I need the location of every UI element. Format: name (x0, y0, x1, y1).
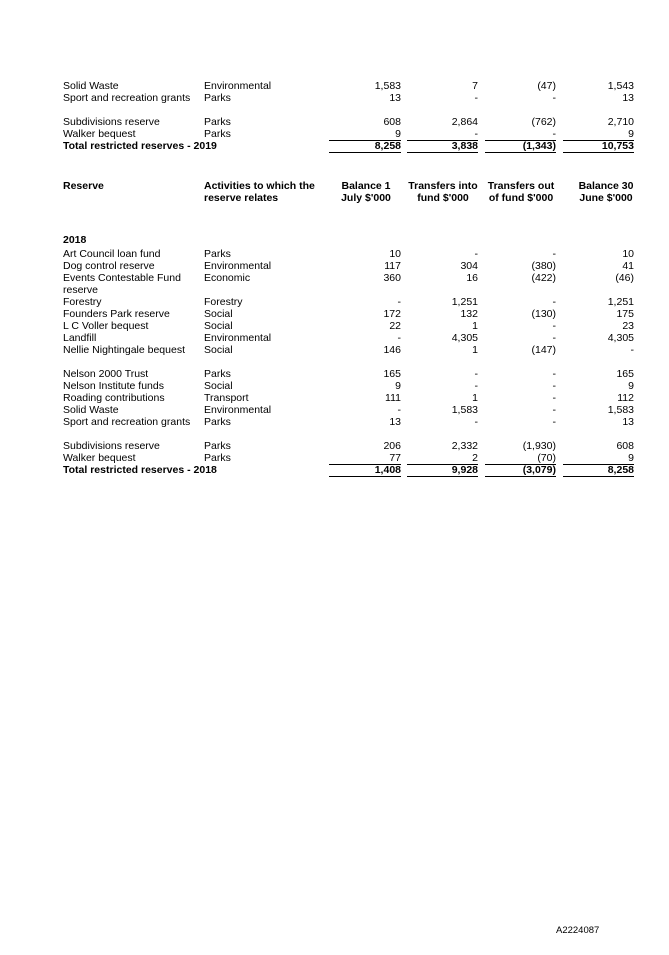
balance-1-july-cell: - (397, 332, 401, 344)
balance-30-june-cell: 1,251 (607, 296, 634, 308)
transfers-in-cell: 7 (472, 80, 478, 92)
table-row (63, 452, 634, 464)
balance-30-june-cell: 13 (622, 416, 634, 428)
reserve-name-cell: Nelson 2000 Trust (63, 368, 149, 380)
activity-cell: Transport (204, 392, 249, 404)
activity-cell: Environmental (204, 332, 272, 344)
reserve-name-cell: Art Council loan fund (63, 248, 161, 260)
reserves-2019-rows (63, 80, 634, 140)
total-rule-top (563, 140, 634, 141)
transfers-out-cell: - (552, 380, 556, 392)
total-balance-1-july: 1,408 (374, 464, 401, 476)
table-row (63, 272, 634, 296)
reserve-name-cell: Solid Waste (63, 80, 119, 92)
transfers-in-cell: 2,864 (451, 116, 478, 128)
transfers-out-cell: - (552, 128, 556, 140)
transfers-out-cell: - (552, 248, 556, 260)
transfers-out-cell: (1,930) (522, 440, 556, 452)
total-rule-top (485, 140, 556, 141)
total-rule-top (407, 140, 478, 141)
balance-1-july-cell: 360 (383, 272, 401, 284)
table-row (63, 440, 634, 452)
transfers-in-cell: 1 (472, 320, 478, 332)
total-row-2018 (63, 464, 634, 478)
transfers-in-cell: 4,305 (451, 332, 478, 344)
transfers-out-cell: - (552, 320, 556, 332)
total-rule-top (485, 464, 556, 465)
reserve-name-cell: Dog control reserve (63, 260, 155, 272)
balance-1-july-cell: 13 (389, 416, 401, 428)
balance-30-june-cell: 112 (617, 392, 634, 404)
table-row (63, 332, 634, 344)
header-transfers-out: Transfers out of fund $'000 (487, 180, 555, 204)
balance-1-july-cell: 22 (389, 320, 401, 332)
balance-1-july-cell: 9 (395, 128, 401, 140)
transfers-out-cell: - (552, 296, 556, 308)
transfers-out-cell: - (552, 332, 556, 344)
balance-30-june-cell: 608 (616, 440, 634, 452)
reserve-name-cell: L C Voller bequest (63, 320, 149, 332)
reserves-2018-table (63, 180, 634, 478)
transfers-in-cell: 1,251 (451, 296, 478, 308)
activity-cell: Environmental (204, 260, 272, 272)
balance-30-june-cell: - (630, 344, 634, 356)
total-rule-bottom (485, 152, 556, 153)
balance-1-july-cell: - (397, 296, 401, 308)
balance-30-june-cell: 1,583 (607, 404, 634, 416)
balance-1-july-cell: 165 (383, 368, 401, 380)
reserve-name-cell: Subdivisions reserve (63, 116, 160, 128)
balance-1-july-cell: 10 (389, 248, 401, 260)
transfers-out-cell: (130) (531, 308, 556, 320)
table-row (63, 92, 634, 116)
balance-1-july-cell: 9 (395, 380, 401, 392)
balance-1-july-cell: 111 (385, 392, 401, 404)
table-row (63, 404, 634, 416)
reserves-2018-rows (63, 248, 634, 464)
balance-30-june-cell: 4,305 (607, 332, 634, 344)
reserve-name-cell: Roading contributions (63, 392, 165, 404)
table-row (63, 368, 634, 380)
activity-cell: Parks (204, 116, 231, 128)
balance-1-july-cell: 77 (389, 452, 401, 464)
activity-cell: Social (204, 344, 233, 356)
transfers-out-cell: - (552, 416, 556, 428)
table-row (63, 392, 634, 404)
activity-cell: Parks (204, 440, 231, 452)
reserve-name-cell: Subdivisions reserve (63, 440, 160, 452)
activity-cell: Economic (204, 272, 251, 284)
transfers-out-cell: - (552, 368, 556, 380)
total-transfers-in: 9,928 (451, 464, 478, 476)
table-row (63, 260, 634, 272)
transfers-in-cell: 2,332 (451, 440, 478, 452)
balance-1-july-cell: 117 (384, 260, 401, 272)
balance-30-june-cell: 23 (622, 320, 634, 332)
total-rule-top (563, 464, 634, 465)
transfers-in-cell: 2 (472, 452, 478, 464)
transfers-out-cell: - (552, 392, 556, 404)
transfers-in-cell: 132 (460, 308, 478, 320)
balance-1-july-cell: 146 (383, 344, 401, 356)
table-row (63, 128, 634, 140)
total-balance-30-june: 10,753 (601, 140, 634, 152)
reserve-name-cell: Founders Park reserve (63, 308, 170, 320)
balance-30-june-cell: 175 (616, 308, 634, 320)
total-transfers-in: 3,838 (451, 140, 478, 152)
table-row (63, 344, 634, 368)
reserve-name-cell: Landfill (63, 332, 97, 344)
transfers-in-cell: 16 (466, 272, 478, 284)
balance-30-june-cell: 9 (628, 452, 634, 464)
year-heading (63, 234, 634, 248)
activity-cell: Forestry (204, 296, 243, 308)
activity-cell: Parks (204, 128, 231, 140)
activity-cell: Parks (204, 368, 231, 380)
balance-30-june-cell: (46) (615, 272, 634, 284)
reserve-name-cell: Sport and recreation grants (63, 416, 191, 428)
reserve-name-cell: Events Contestable Fund reserve (63, 272, 181, 296)
table-row (63, 80, 634, 92)
year-label: 2018 (63, 234, 87, 246)
total-rule-bottom (563, 152, 634, 153)
activity-cell: Environmental (204, 404, 272, 416)
activity-cell: Social (204, 320, 233, 332)
transfers-in-cell: - (474, 416, 478, 428)
transfers-in-cell: 1 (472, 392, 478, 404)
reserve-name-cell: Forestry (63, 296, 102, 308)
header-activities: Activities to which the reserve relates (204, 180, 315, 204)
activity-cell: Parks (204, 92, 231, 104)
total-label: Total restricted reserves - 2018 (63, 464, 217, 476)
total-rule-bottom (329, 476, 401, 477)
transfers-in-cell: 1 (472, 344, 478, 356)
total-rule-top (329, 464, 401, 465)
table-row (63, 248, 634, 260)
balance-1-july-cell: 608 (383, 116, 401, 128)
total-balance-1-july: 8,258 (374, 140, 401, 152)
reserves-2019-table (63, 80, 634, 154)
balance-1-july-cell: 206 (383, 440, 401, 452)
activity-cell: Environmental (204, 80, 272, 92)
transfers-in-cell: - (474, 128, 478, 140)
total-rule-bottom (329, 152, 401, 153)
balance-30-june-cell: 165 (616, 368, 634, 380)
balance-30-june-cell: 41 (622, 260, 634, 272)
transfers-out-cell: (762) (531, 116, 556, 128)
table-row (63, 320, 634, 332)
total-row-2019 (63, 140, 634, 154)
reserve-name-cell: Nellie Nightingale bequest (63, 344, 185, 356)
table-row (63, 380, 634, 392)
table-row (63, 308, 634, 320)
total-transfers-out: (3,079) (522, 464, 556, 476)
reserve-name-cell: Solid Waste (63, 404, 119, 416)
table-row (63, 296, 634, 308)
total-transfers-out: (1,343) (522, 140, 556, 152)
total-balance-30-june: 8,258 (607, 464, 634, 476)
transfers-in-cell: - (474, 92, 478, 104)
transfers-in-cell: - (474, 248, 478, 260)
activity-cell: Parks (204, 416, 231, 428)
header-reserve: Reserve (63, 180, 104, 192)
balance-30-june-cell: 1,543 (607, 80, 634, 92)
transfers-out-cell: - (552, 92, 556, 104)
reserve-name-cell: Sport and recreation grants (63, 92, 191, 104)
balance-30-june-cell: 2,710 (607, 116, 634, 128)
balance-1-july-cell: 13 (389, 92, 401, 104)
document-id: A2224087 (556, 925, 600, 936)
table-row (63, 116, 634, 128)
reserve-name-cell: Walker bequest (63, 128, 136, 140)
total-rule-bottom (563, 476, 634, 477)
transfers-in-cell: - (474, 368, 478, 380)
table-header (63, 180, 634, 228)
activity-cell: Parks (204, 452, 231, 464)
header-balance-30-june: Balance 30 June $'000 (578, 180, 634, 204)
transfers-in-cell: 1,583 (451, 404, 478, 416)
transfers-in-cell: 304 (460, 260, 478, 272)
transfers-out-cell: (47) (537, 80, 556, 92)
header-balance-1-july: Balance 1 July $'000 (341, 180, 391, 204)
activity-cell: Social (204, 308, 233, 320)
total-rule-bottom (407, 476, 478, 477)
balance-30-june-cell: 9 (628, 128, 634, 140)
total-label: Total restricted reserves - 2019 (63, 140, 217, 152)
balance-30-june-cell: 10 (622, 248, 634, 260)
balance-1-july-cell: 1,583 (374, 80, 401, 92)
activity-cell: Social (204, 380, 233, 392)
transfers-out-cell: (380) (531, 260, 556, 272)
transfers-out-cell: (70) (537, 452, 556, 464)
transfers-out-cell: (422) (531, 272, 556, 284)
balance-30-june-cell: 9 (628, 380, 634, 392)
total-rule-bottom (485, 476, 556, 477)
table-row (63, 416, 634, 440)
transfers-in-cell: - (474, 380, 478, 392)
reserve-name-cell: Walker bequest (63, 452, 136, 464)
activity-cell: Parks (204, 248, 231, 260)
total-rule-bottom (407, 152, 478, 153)
header-transfers-in: Transfers into fund $'000 (408, 180, 478, 204)
balance-1-july-cell: - (397, 404, 401, 416)
transfers-out-cell: (147) (531, 344, 556, 356)
reserve-name-cell: Nelson Institute funds (63, 380, 164, 392)
balance-30-june-cell: 13 (622, 92, 634, 104)
balance-1-july-cell: 172 (383, 308, 401, 320)
total-rule-top (407, 464, 478, 465)
transfers-out-cell: - (552, 404, 556, 416)
total-rule-top (329, 140, 401, 141)
